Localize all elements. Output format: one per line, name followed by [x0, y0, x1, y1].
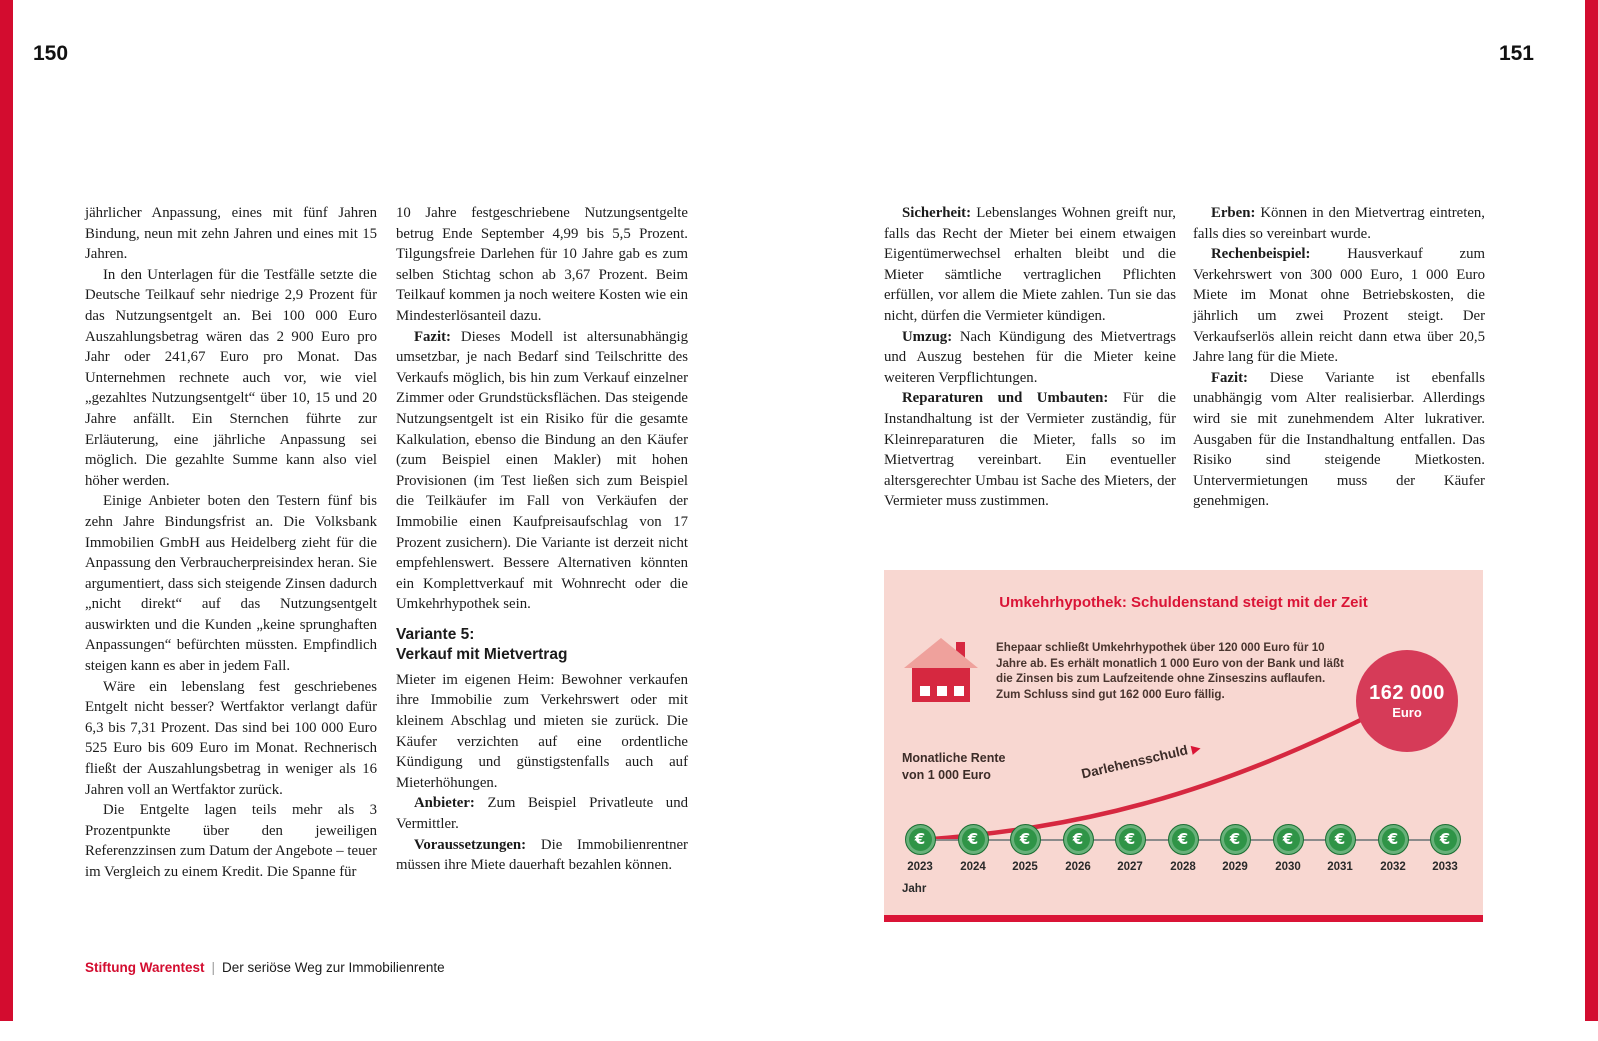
paragraph: Wäre ein lebenslang fest geschriebenes Entgelt nicht besser? Wertfaktor verlangt dafür 6,3 bis 7,31 Prozent. Das sind bei 100 000 Euro 525 Euro bis 609 Euro im Monat. Rechnerisch fließt der Auszahlungsbetrag in weniger als 16 Jahren voll an Wertfaktor zurück. [85, 678, 377, 798]
paragraph-label: Anbieter: [414, 795, 475, 812]
euro-coin-icon: € [958, 824, 989, 855]
paragraph [884, 203, 1176, 327]
paragraph: Die Entgelte lagen teils mehr als 3 Prozentpunkte über den jeweiligen Referenzzinsen zum Datum der Angebote – teuer im Vergleich zu einem Kredit. Die Spanne für [85, 802, 377, 880]
paragraph [396, 835, 688, 876]
year-label: 2030 [1275, 861, 1301, 873]
page-footer [85, 960, 445, 975]
section-heading-line2: Verkauf mit Mietvertrag [396, 646, 568, 664]
euro-coin-icon: € [1378, 824, 1409, 855]
euro-coin-icon: € [1325, 824, 1356, 855]
monthly-rent-line1: Monatliche Rente [902, 751, 1006, 765]
infographic-description: Ehepaar schließt Umkehrhypothek über 120 000 Euro für 10 Jahre ab. Es erhält monatlich 1 000 Euro von der Bank und läßt die Zinsen bis zum Laufzeitende ohne Zinseszins auflaufen. Zum Schluss sind gut 162 000 Euro fällig. [996, 641, 1344, 701]
text-column-2 [396, 203, 688, 876]
right-red-edge-bar [1585, 0, 1598, 1021]
axis-label-jahr: Jahr [902, 883, 927, 895]
euro-coin-icon: € [1010, 824, 1041, 855]
paragraph [396, 327, 688, 615]
euro-coin-icon: € [905, 824, 936, 855]
year-label: 2032 [1380, 861, 1406, 873]
arrow-icon: ▶ [1190, 742, 1202, 757]
infographic-umkehrhypothek [884, 570, 1483, 922]
text-column-4 [1193, 203, 1485, 512]
euro-coin-icon: € [1168, 824, 1199, 855]
euro-coin-icon: € [1220, 824, 1251, 855]
year-label: 2024 [960, 861, 986, 873]
infographic-title: Umkehrhypothek: Schuldenstand steigt mit der Zeit [999, 594, 1368, 611]
paragraph: Einige Anbieter boten den Testern fünf bis zehn Jahre Bindungsfrist an. Die Volksbank Immobilien GmbH aus Heidelberg zieht für die Anpassung den Verbraucherpreisindex heran. Sie argumentiert, dass sich steigende Zinsen dadurch „nicht direkt“ auf das Nutzungsentgelt auswirkten und die Kunden „keine sprunghaften Anpassungen“ befürchten müssten. Empfindlich steigen kann es aber in jedem Fall. [85, 493, 377, 675]
paragraph-text: Dieses Modell ist altersunabhängig umsetzbar, je nach Bedarf sind Teilschritte des Verkaufs möglich, bis hin zum Verkauf einzelner Zimmer oder Grundstücksflächen. Das steigende Nutzungsentgelt ist ein Risiko für die gesamte Kalkulation, ebenso die Bindung an den Käufer (zum Beispiel einen Makler) mit hohen Provisionen (im Test ließen sich zum Beispiel die Teilkäufer im Fall von Verkäufen der Immobilie einen Kaufpreisaufschlag von 17 Prozent zusichern). Die Variante ist derzeit nicht empfehlenswert. Bessere Alternativen könnten ein Komplettverkauf mit Wohnrecht oder die Umkehrhypothek sein. [396, 328, 688, 613]
section-heading [396, 625, 688, 666]
paragraph-label: Fazit: [1211, 369, 1248, 386]
final-amount-unit: Euro [1392, 705, 1422, 720]
paragraph-label: Fazit: [414, 328, 451, 345]
euro-coin-icon: € [1430, 824, 1461, 855]
paragraph: Mieter im eigenen Heim: Bewohner verkaufen ihre Immobilie zum Verkehrswert oder mit kleinem Abschlag und mieten sie zurück. Die Käufer verzichten auf eine ordentliche Kündigung und günstigstenfalls auch auf Mieterhöhungen. [396, 671, 688, 791]
euro-coin-icon: € [1273, 824, 1304, 855]
paragraph-text: Lebenslanges Wohnen greift nur, falls das Recht der Mieter bei einem etwaigen Eigentümerwechsel erhalten bleibt und die Mieter sämtliche vertraglichen Pflichten erfüllen, vor allem die Miete zahlen. Tun sie das nicht, dürfen die Vermieter kündigen. [884, 205, 1176, 324]
paragraph-text: Können in den Mietvertrag eintreten, falls dies so vereinbart wurde. [1193, 205, 1485, 242]
paragraph-text: Hausverkauf zum Verkehrswert von 300 000 Euro, 1 000 Euro Miete im Monat ohne Betriebskosten, die jährlich um zwei Prozent steigt. Der Verkaufserlös allein reicht dann etwa über 20,5 Jahre lang für die Miete. [1193, 246, 1485, 366]
curve-label-text: Darlehensschuld [1079, 742, 1190, 782]
year-label: 2023 [907, 861, 933, 873]
paragraph [884, 388, 1176, 512]
euro-coin-icon: € [1063, 824, 1094, 855]
year-label: 2033 [1432, 861, 1458, 873]
paragraph-label: Voraussetzungen: [414, 836, 527, 853]
final-amount-badge [1356, 650, 1458, 752]
paragraph [1193, 203, 1485, 244]
year-label: 2028 [1170, 861, 1196, 873]
year-label: 2025 [1012, 861, 1038, 873]
year-label: 2026 [1065, 861, 1091, 873]
paragraph [884, 327, 1176, 389]
paragraph-label: Rechenbeispiel: [1211, 246, 1311, 263]
paragraph-label: Erben: [1211, 205, 1256, 221]
paragraph-text: Nach Kündigung des Mietvertrags und Auszug bestehen für die Mieter keine weiteren Verpflichtungen. [884, 328, 1176, 386]
footer-title: Der seriöse Weg zur Immobilienrente [222, 960, 445, 975]
footer-separator: | [211, 960, 216, 975]
monthly-rent-line2: von 1 000 Euro [902, 768, 991, 782]
paragraph-text: Für die Instandhaltung ist der Vermieter zuständig, für Kleinreparaturen die Mieter, falls so im Mietvertrag vereinbart. Ein eventueller altersgerechter Umbau ist Sache des Mieters, der Vermieter muss zustimmen. [884, 390, 1176, 510]
monthly-rent-label [902, 750, 1006, 784]
paragraph: 10 Jahre festgeschriebene Nutzungsentgelte betrug Ende September 4,99 bis 5,5 Prozent. Tilgungsfreie Darlehen für 10 Jahre gab es zum selben Stichtag schon ab 3,67 Prozent. Beim Teilkauf kommen ja noch weitere Kosten wie ein Mindesterlösanteil dazu. [396, 205, 688, 324]
paragraph-label: Sicherheit: [902, 205, 972, 221]
paragraph [1193, 368, 1485, 512]
left-red-edge-bar [0, 0, 13, 1021]
euro-coin-icon: € [1115, 824, 1146, 855]
paragraph [396, 793, 688, 834]
paragraph [1193, 244, 1485, 368]
paragraph-label: Umzug: [902, 328, 953, 345]
paragraph-text: Die Immobilienrentner müssen ihre Miete dauerhaft bezahlen können. [396, 836, 688, 874]
text-column-3 [884, 203, 1176, 512]
paragraph: jährlicher Anpassung, eines mit fünf Jahren Bindung, neun mit zehn Jahren und eines mit 15 Jahren. [85, 205, 377, 263]
year-label: 2031 [1327, 861, 1353, 873]
paragraph-text: Diese Variante ist ebenfalls unabhängig vom Alter realisierbar. Allerdings wird sie mit zunehmendem Alter lukrativer. Ausgaben für die Instandhaltung entfallen. Das Risiko sind steigende Mietkosten. Untervermietungen muss der Käufer genehmigen. [1193, 369, 1485, 510]
footer-brand: Stiftung Warentest [85, 960, 205, 975]
section-heading-line1: Variante 5: [396, 625, 475, 643]
paragraph: In den Unterlagen für die Testfälle setzte die Deutsche Teilkauf sehr niedrige 2,9 Prozent für das Nutzungsentgelt an. Bei 100 000 Euro Auszahlungsbetrag wären das 2 900 Euro pro Jahr oder 241,67 Euro pro Monat. Das Unternehmen rechnete auch vor, wie viel „gezahltes Nutzungsentgelt“ über 10, 15 und 20 Jahre anfällt. Ein Sternchen führte zur Erläuterung, eine jährliche Anpassung sei möglich. Die gezahlte Summe kann also viel höher werden. [85, 266, 377, 489]
page-number-right: 151 [1498, 42, 1534, 65]
final-amount-value: 162 000 [1369, 682, 1445, 704]
page-number-left: 150 [33, 42, 69, 65]
paragraph-label: Reparaturen und Umbauten: [902, 390, 1109, 407]
year-label: 2027 [1117, 861, 1143, 873]
year-label: 2029 [1222, 861, 1248, 873]
paragraph-text: Zum Beispiel Privatleute und Vermittler. [396, 795, 688, 833]
text-column-1 [85, 203, 377, 883]
